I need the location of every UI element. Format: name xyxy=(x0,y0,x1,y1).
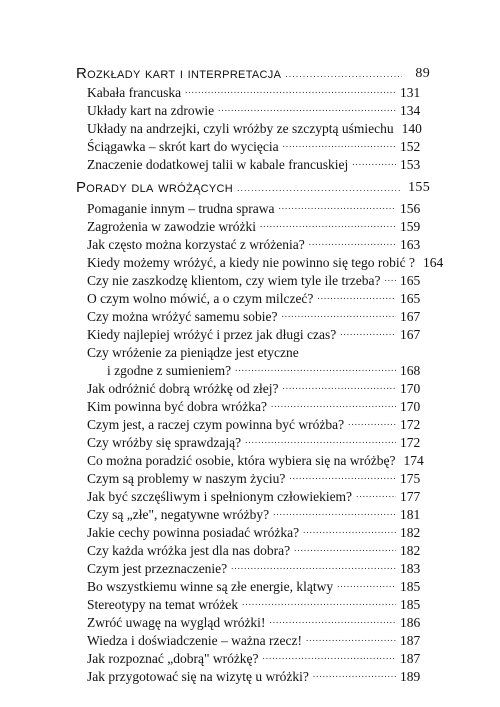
dot-leader xyxy=(263,648,396,664)
entry-page-number: 175 xyxy=(400,471,421,486)
dot-leader xyxy=(303,522,396,538)
dot-leader xyxy=(317,288,396,304)
dot-leader xyxy=(289,468,396,484)
toc-entry xyxy=(87,83,420,101)
dot-leader xyxy=(245,432,396,448)
dot-leader xyxy=(294,540,396,556)
toc-entry xyxy=(87,559,420,577)
entry-page-number: 183 xyxy=(400,561,421,576)
entry-title: Układy na andrzejki, czyli wróżby ze szczyptą uśmiechu xyxy=(87,121,394,136)
dot-leader xyxy=(356,486,396,502)
dot-leader xyxy=(273,504,396,520)
toc-entry xyxy=(87,199,420,217)
entry-page-number: 185 xyxy=(400,597,421,612)
entry-page-number: 187 xyxy=(400,633,421,648)
toc-entry xyxy=(87,433,420,451)
dot-leader xyxy=(235,360,396,376)
toc-entry xyxy=(87,505,420,523)
toc-entry xyxy=(87,451,424,469)
toc-entry xyxy=(87,541,420,559)
entry-page-number: 156 xyxy=(400,201,421,216)
toc-entry xyxy=(87,613,420,631)
entry-title: Co można poradzić osobie, która wybiera się na wróżbę? xyxy=(87,453,396,468)
toc-entry xyxy=(87,137,420,155)
dot-leader xyxy=(313,666,396,682)
entry-title: Ściągawka – skrót kart do wycięcia xyxy=(87,139,279,154)
toc-entry xyxy=(87,101,420,119)
entry-page-number: 167 xyxy=(400,327,421,342)
entry-page-number: 131 xyxy=(400,85,421,100)
entry-title: Bo wszystkiemu winne są złe energie, klątwy xyxy=(87,579,334,594)
entry-page-number: 153 xyxy=(400,157,421,172)
entry-title: Jak często można korzystać z wróżenia? xyxy=(87,237,305,252)
entry-page-number: 172 xyxy=(400,435,421,450)
entry-page-number: 152 xyxy=(400,139,421,154)
toc-entry-first-line xyxy=(87,343,420,361)
entry-page-number: 174 xyxy=(403,453,424,468)
section-heading xyxy=(76,62,430,82)
dot-leader xyxy=(269,612,396,628)
entry-title: O czym wolno mówić, a o czym milczeć? xyxy=(87,291,314,306)
entry-title: Czym są problemy w naszym życiu? xyxy=(87,471,286,486)
entry-page-number: 164 xyxy=(423,255,444,270)
entry-title: Kiedy najlepiej wróżyć i przez jak długi czas? xyxy=(87,327,337,342)
toc-entry xyxy=(87,379,420,397)
toc-entry xyxy=(87,119,420,137)
entry-title: Jak przygotować się na wizytę u wróżki? xyxy=(87,669,309,684)
entry-page-number: 172 xyxy=(400,417,421,432)
dot-leader xyxy=(309,234,396,250)
dot-leader xyxy=(278,198,396,214)
section-heading xyxy=(76,176,430,196)
section-page-number: 155 xyxy=(408,180,430,195)
entry-page-number: 165 xyxy=(400,291,421,306)
entry-page-number: 189 xyxy=(400,669,421,684)
toc-entry xyxy=(87,253,444,271)
entry-page-number: 134 xyxy=(400,103,421,118)
entry-page-number: 170 xyxy=(400,399,421,414)
dot-leader xyxy=(285,69,402,79)
entry-title: Wiedza i doświadczenie – ważna rzecz! xyxy=(87,633,302,648)
section-title: Rozkłady kart i interpretacja xyxy=(76,65,282,82)
dot-leader xyxy=(260,216,396,232)
dot-leader xyxy=(281,306,396,322)
toc-entry xyxy=(87,361,420,379)
toc-entry xyxy=(87,631,420,649)
entry-title: Pomaganie innym – trudna sprawa xyxy=(87,201,275,216)
entry-title: Czy wróżby się sprawdzają? xyxy=(87,435,242,450)
entry-title: Czy nie zaszkodzę klientom, czy wiem tyle ile trzeba? xyxy=(87,273,381,288)
section-title: Porady dla wróżących xyxy=(76,179,233,196)
toc-entry xyxy=(87,397,420,415)
entry-page-number: 186 xyxy=(400,615,421,630)
entry-page-number: 187 xyxy=(400,651,421,666)
toc-entry xyxy=(87,649,420,667)
entry-title: Jak odróżnić dobrą wróżkę od złej? xyxy=(87,381,279,396)
dot-leader xyxy=(231,558,396,574)
entry-title: Kiedy możemy wróżyć, a kiedy nie powinno się tego robić ? xyxy=(87,255,416,270)
entry-title: Jak rozpoznać „dobrą" wróżkę? xyxy=(87,651,259,666)
dot-leader xyxy=(337,576,396,592)
entry-title: Kim powinna być dobra wróżka? xyxy=(87,399,267,414)
toc-entry xyxy=(87,289,420,307)
toc-entry xyxy=(87,667,420,685)
entry-page-number: 170 xyxy=(400,381,421,396)
entry-title: Czym jest przeznaczenie? xyxy=(87,561,228,576)
toc-entry xyxy=(87,271,420,289)
entry-title: Jakie cechy powinna posiadać wróżka? xyxy=(87,525,300,540)
entry-page-number: 181 xyxy=(400,507,421,522)
dot-leader xyxy=(242,594,396,610)
entry-page-number: 182 xyxy=(400,543,421,558)
toc-entry xyxy=(87,325,420,343)
entry-page-number: 165 xyxy=(400,273,421,288)
section-page-number: 89 xyxy=(415,66,430,81)
entry-page-number: 182 xyxy=(400,525,421,540)
entry-title: Stereotypy na temat wróżek xyxy=(87,597,239,612)
dot-leader xyxy=(385,270,397,286)
entry-title: Jak być szczęśliwym i spełnionym człowiekiem? xyxy=(87,489,353,504)
dot-leader xyxy=(185,82,396,98)
toc-entry xyxy=(87,523,420,541)
entry-title: Zagrożenia w zawodzie wróżki xyxy=(87,219,257,234)
entry-page-number: 140 xyxy=(401,121,422,136)
entry-page-number: 177 xyxy=(400,489,421,504)
dot-leader xyxy=(348,414,396,430)
toc-entry xyxy=(87,155,420,173)
toc-entry xyxy=(87,217,420,235)
dot-leader xyxy=(352,154,396,170)
entry-page-number: 163 xyxy=(400,237,421,252)
dot-leader xyxy=(218,100,396,116)
entry-title: Czy można wróżyć samemu sobie? xyxy=(87,309,278,324)
entry-page-number: 185 xyxy=(400,579,421,594)
entry-title: Znaczenie dodatkowej talii w kabale francuskiej xyxy=(87,157,349,172)
entry-title: Układy kart na zdrowie xyxy=(87,103,215,118)
entry-title: Czy wróżenie za pieniądze jest etyczne xyxy=(87,345,299,360)
entry-title: Czy są „złe", negatywne wróżby? xyxy=(87,507,270,522)
dot-leader xyxy=(340,324,396,340)
toc-entry xyxy=(87,577,420,595)
toc-entry xyxy=(87,307,420,325)
toc-entry xyxy=(87,415,420,433)
toc-entry xyxy=(87,595,420,613)
entry-title: Czym jest, a raczej czym powinna być wróżba? xyxy=(87,417,345,432)
entry-title: Czy każda wróżka jest dla nas dobra? xyxy=(87,543,291,558)
dot-leader xyxy=(237,183,402,193)
entry-title-continuation: i zgodne z sumieniem? xyxy=(107,363,232,378)
dot-leader xyxy=(283,136,396,152)
entry-page-number: 159 xyxy=(400,219,421,234)
dot-leader xyxy=(306,630,396,646)
entry-title: Kabała francuska xyxy=(87,85,182,100)
entry-title: Zwróć uwagę na wygląd wróżki! xyxy=(87,615,266,630)
toc-entry xyxy=(87,235,420,253)
dot-leader xyxy=(283,378,396,394)
dot-leader xyxy=(271,396,396,412)
entry-page-number: 168 xyxy=(400,363,421,378)
entry-page-number: 167 xyxy=(400,309,421,324)
toc-entry xyxy=(87,469,420,487)
toc-entry xyxy=(87,487,420,505)
